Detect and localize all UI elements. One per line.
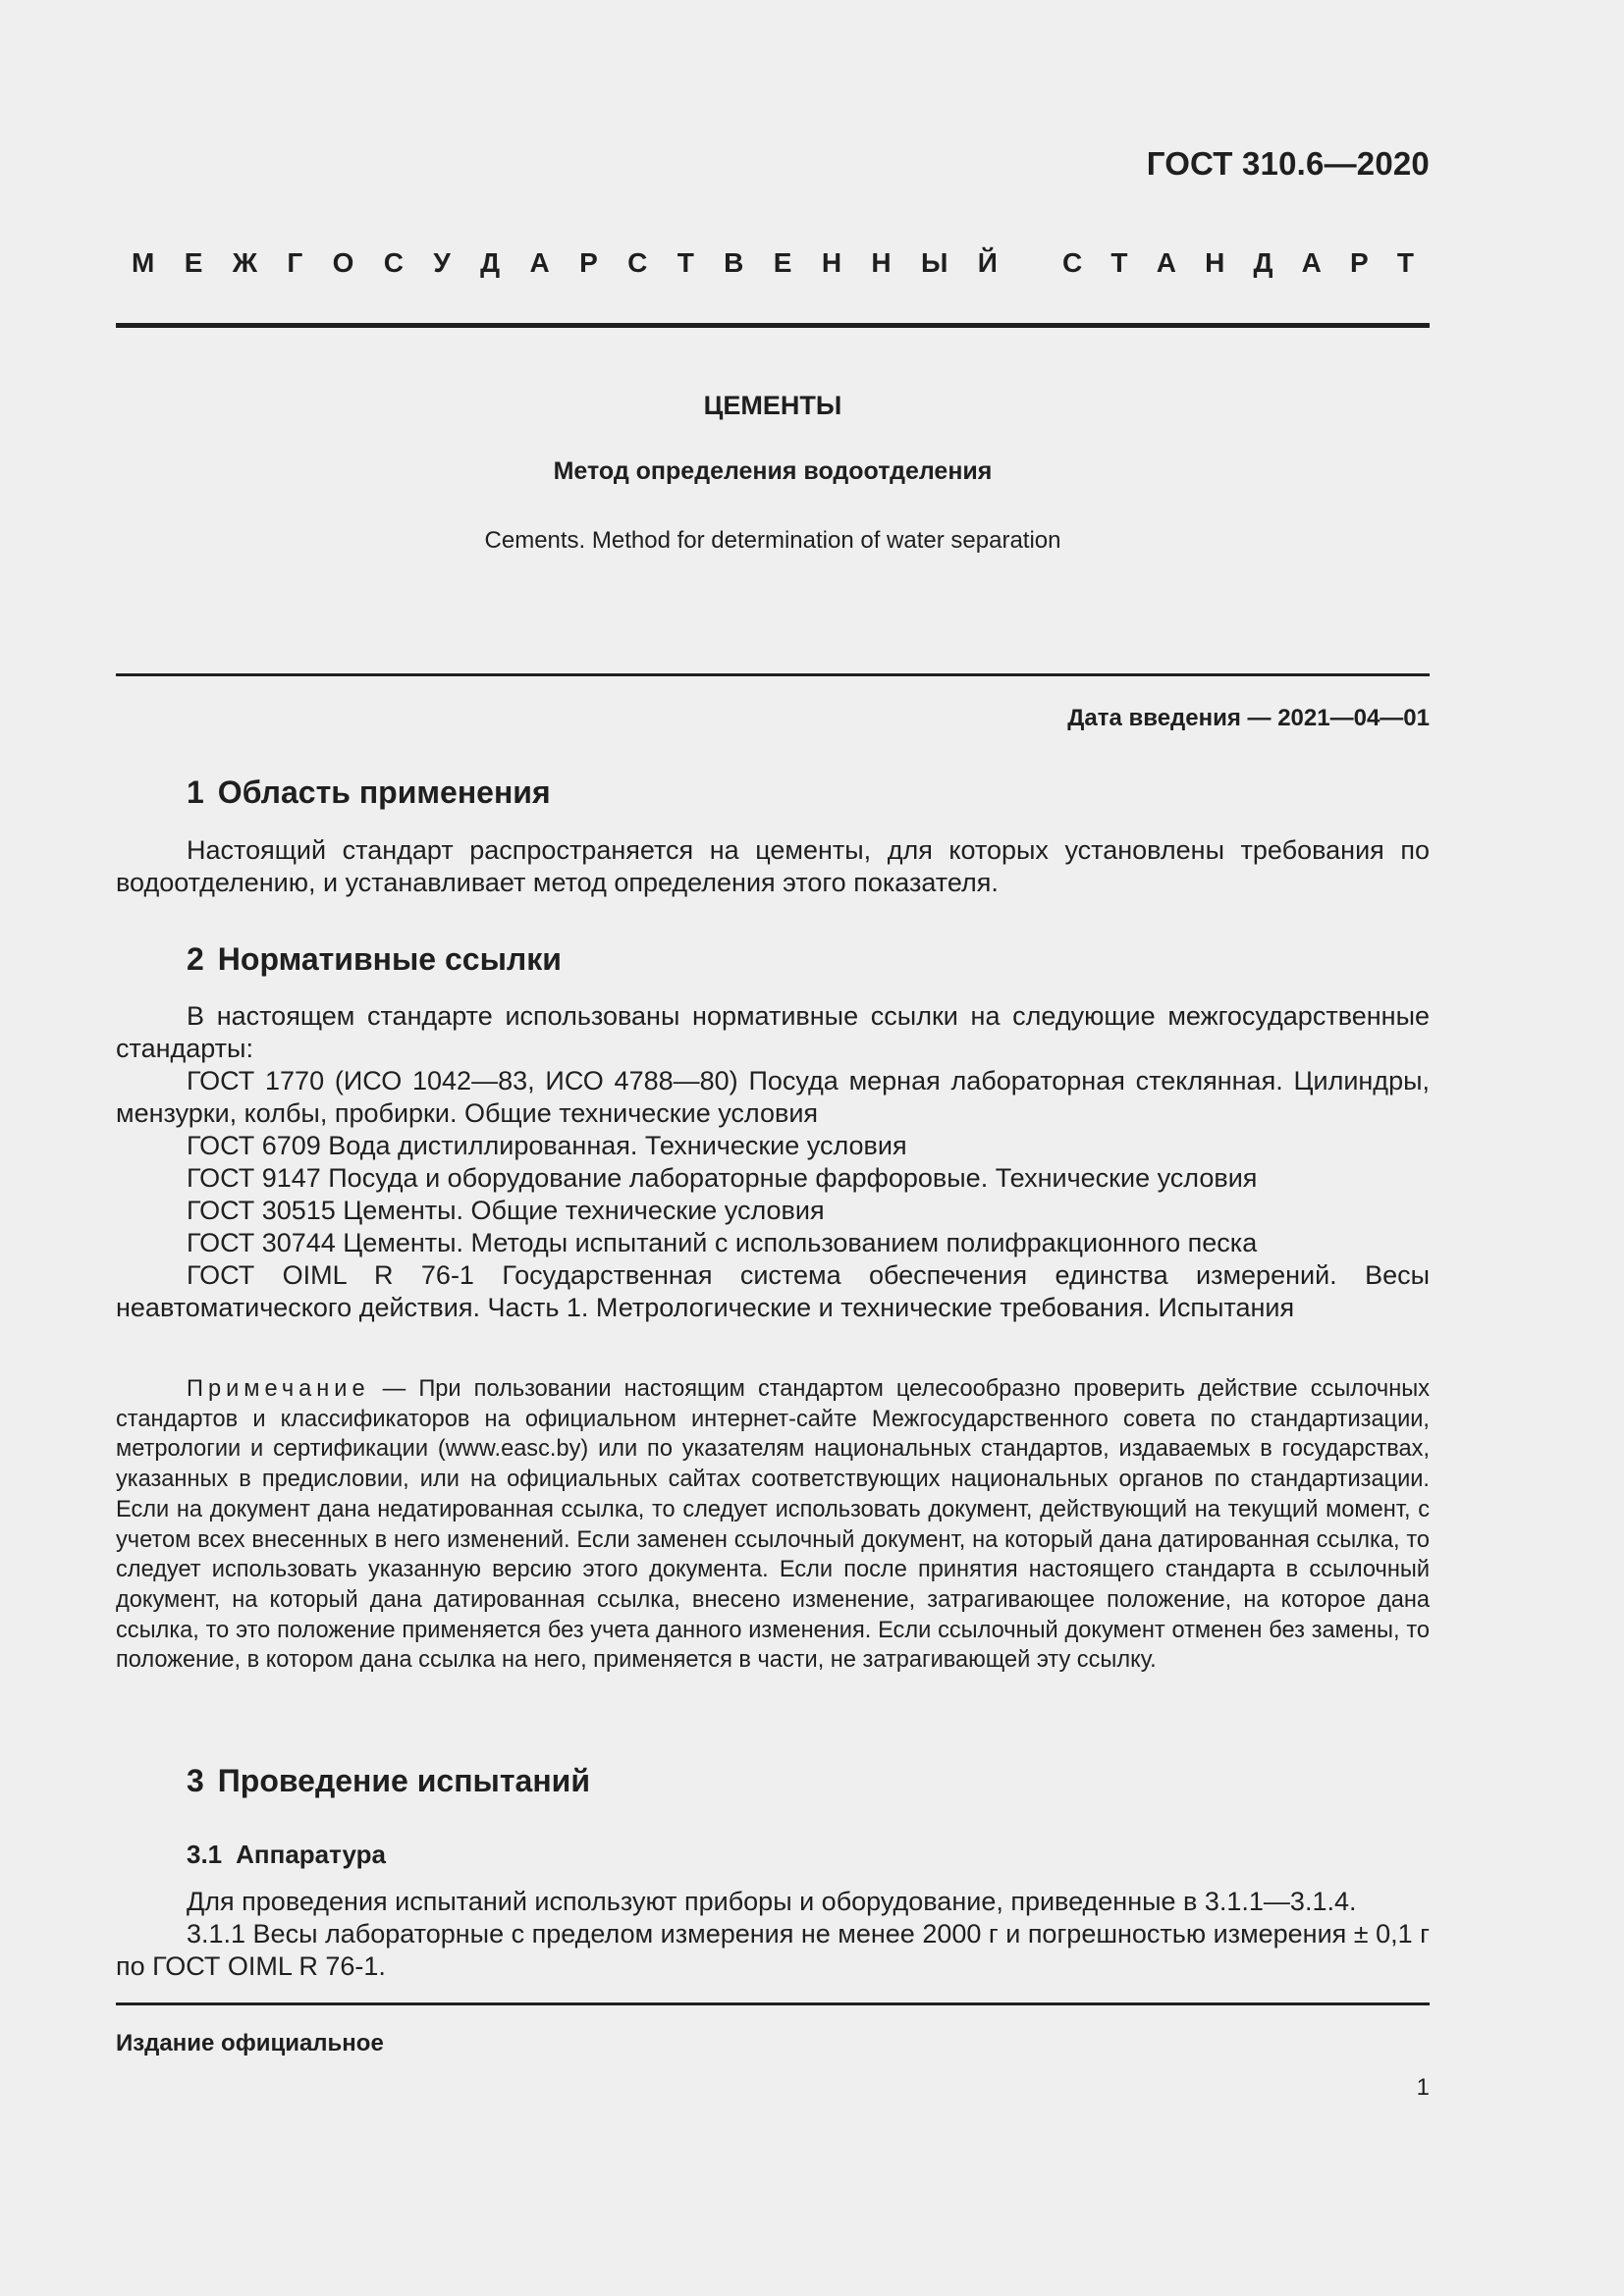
spaced-letter: Д <box>480 247 501 278</box>
subsection-3-1-heading <box>187 1840 386 1870</box>
section-3-number: 3 <box>187 1763 204 1798</box>
document-code: ГОСТ 310.6—2020 <box>1146 145 1430 182</box>
section-3-paragraph-1: Для проведения испытаний используют приборы и оборудование, приведенные в 3.1.1—3.1.4. <box>187 1887 1357 1916</box>
spaced-letter: А <box>1301 247 1322 278</box>
header-divider <box>116 323 1430 328</box>
spaced-letter: Т <box>1110 247 1128 278</box>
introduction-date: Дата введения — 2021—04—01 <box>1067 705 1430 731</box>
subsection-3-1-title: Аппаратура <box>236 1840 386 1869</box>
section-1-number: 1 <box>187 774 204 810</box>
section-1-text: Настоящий стандарт распространяется на цементы, для которых установлены требования по водоотделению, и устанавливает метод определения этого показателя. <box>116 835 1430 897</box>
section-1-title: Область применения <box>217 774 551 810</box>
reference-gost-1770: ГОСТ 1770 (ИСО 1042—83, ИСО 4788—80) Посуда мерная лабораторная стеклянная. Цилиндры, мензурки, колбы, пробирки. Общие технические условия <box>116 1066 1430 1128</box>
reference-gost-6709: ГОСТ 6709 Вода дистиллированная. Технические условия <box>187 1131 907 1160</box>
spaced-letter: Т <box>1396 247 1414 278</box>
spaced-letter: Р <box>1350 247 1369 278</box>
section-1-heading <box>187 774 551 811</box>
reference-gost-30515: ГОСТ 30515 Цементы. Общие технические условия <box>187 1196 825 1225</box>
spaced-letter: С <box>627 247 648 278</box>
standard-type-word-1 <box>132 247 998 279</box>
standard-type-heading <box>116 247 1430 279</box>
document-title: ЦЕМЕНТЫ <box>703 391 842 420</box>
title-divider <box>116 673 1430 676</box>
spaced-letter: В <box>724 247 744 278</box>
reference-gost-oiml: ГОСТ OIML R 76-1 Государственная система обеспечения единства измерений. Весы неавтоматического действия. Часть 1. Метрологические и технические требования. Испытания <box>116 1260 1430 1322</box>
spaced-letter: Н <box>1205 247 1225 278</box>
spaced-letter: У <box>433 247 451 278</box>
spaced-letter: С <box>383 247 405 278</box>
spaced-letter: Й <box>977 247 998 278</box>
document-subtitle: Метод определения водоотделения <box>553 457 993 485</box>
section-2-title: Нормативные ссылки <box>217 941 562 977</box>
spaced-letter: Р <box>579 247 598 278</box>
spaced-letter: Е <box>773 247 792 278</box>
reference-gost-9147: ГОСТ 9147 Посуда и оборудование лабораторные фарфоровые. Технические условия <box>187 1163 1258 1193</box>
spaced-letter: Д <box>1253 247 1273 278</box>
spaced-letter: А <box>529 247 550 278</box>
normative-note <box>116 1374 1430 1676</box>
official-edition-label: Издание официальное <box>116 2030 384 2056</box>
section-2-heading <box>187 941 562 978</box>
spaced-letter: Г <box>287 247 303 278</box>
spaced-letter: А <box>1156 247 1176 278</box>
footer-divider <box>116 2002 1430 2005</box>
section-3-heading <box>187 1763 590 1799</box>
section-2-intro: В настоящем стандарте использованы нормативные ссылки на следующие межгосударственные стандарты: <box>116 1001 1430 1063</box>
note-label: Примечание <box>187 1376 370 1402</box>
spaced-letter: Ы <box>921 247 948 278</box>
spaced-letter: Ж <box>232 247 258 278</box>
reference-gost-30744: ГОСТ 30744 Цементы. Методы испытаний с использованием полифракционного песка <box>187 1228 1258 1257</box>
spaced-letter: М <box>132 247 155 278</box>
section-2-number: 2 <box>187 941 204 977</box>
section-3-paragraph-2: 3.1.1 Весы лабораторные с пределом измерения не менее 2000 г и погрешностью измерения ± 0,1 г по ГОСТ OIML R 76-1. <box>116 1919 1430 1981</box>
spaced-letter: Е <box>184 247 203 278</box>
spaced-letter: Н <box>821 247 842 278</box>
subsection-3-1-number: 3.1 <box>187 1840 223 1869</box>
spaced-letter: С <box>1062 247 1083 278</box>
standard-type-word-2 <box>1062 247 1414 279</box>
spaced-letter: О <box>332 247 354 278</box>
document-title-english: Cements. Method for determination of water separation <box>484 527 1061 554</box>
spaced-letter: Н <box>871 247 892 278</box>
section-3-title: Проведение испытаний <box>217 1763 590 1798</box>
page-number: 1 <box>1416 2074 1430 2101</box>
note-text: — При пользовании настоящим стандартом целесообразно проверить действие ссылочных стандартов и классификаторов на официальном интернет-сайте Межгосударственного совета по стандартизации, метрологии и сертификации (www.easc.by) или по указателям национальных стандартов, издаваемых в государствах, указанных в предисловии, или на официальных сайтах соответствующих национальных органов по стандартизации. Если на документ дана недатированная ссылка, то следует использовать документ, действующий на текущий момент, с учетом всех внесенных в него изменений. Если заменен ссылочный документ, на который дана датированная ссылка, то следует использовать указанную версию этого документа. Если после принятия настоящего стандарта в ссылочный документ, на который дана датированная ссылка, внесено изменение, затрагивающее положение, на которое дана ссылка, то это положение применяется без учета данного изменения. Если ссылочный документ отменен без замены, то положение, в котором дана ссылка на него, применяется в части, не затрагивающей эту ссылку. <box>116 1376 1430 1674</box>
spaced-letter: Т <box>677 247 694 278</box>
